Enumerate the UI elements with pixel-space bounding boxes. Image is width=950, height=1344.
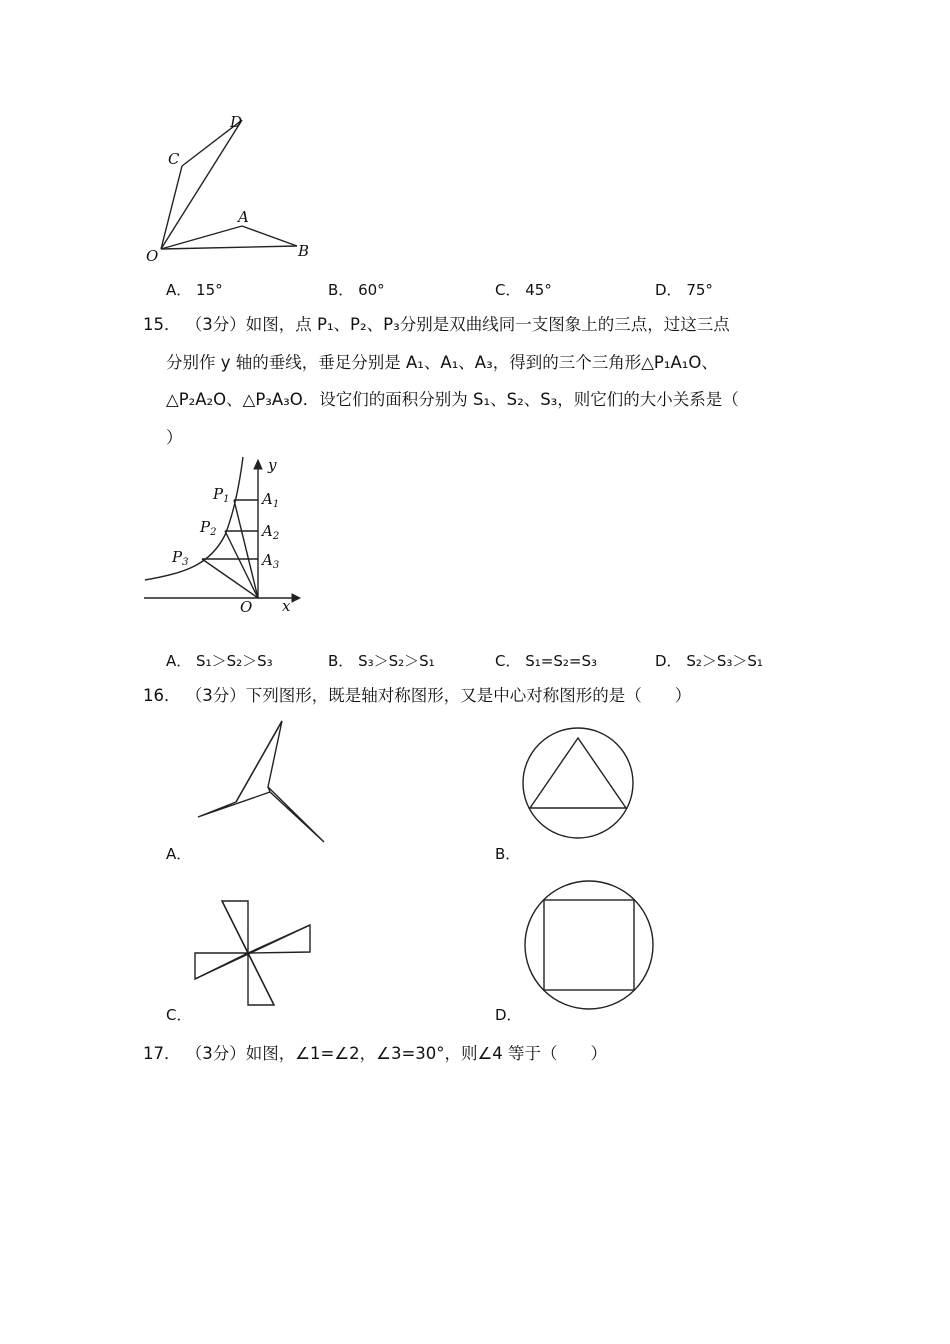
q17-stem: [143, 1043, 607, 1065]
q14-label-b: B: [298, 242, 310, 260]
q15-option-a-text: S₁＞S₂＞S₃: [196, 652, 273, 670]
q15-label-x: x: [282, 597, 291, 615]
q15-option-b-letter: B．: [328, 652, 354, 670]
q15-line1-text: 如图，点 P₁、P₂、P₃分别是双曲线同一支图象上的三点，过这三点: [245, 315, 730, 334]
q14-option-b[interactable]: [328, 279, 385, 300]
q15-option-d[interactable]: [655, 650, 763, 671]
q15-label-a1: [262, 490, 279, 508]
q15-label-a3: [262, 551, 279, 569]
q15-option-a-letter: A．: [166, 652, 192, 670]
q16-figure-b[interactable]: [520, 723, 640, 848]
q15-figure: [140, 455, 310, 615]
q15-score: （3分）: [185, 315, 246, 334]
q14-label-c: C: [168, 150, 180, 168]
q17-score: （3分）: [185, 1044, 246, 1063]
q14-option-c-letter: C．: [495, 281, 521, 299]
q14-option-d-text: 75°: [686, 281, 713, 299]
q17-text: 如图，∠1=∠2，∠3=30°，则∠4 等于（ ）: [245, 1044, 608, 1063]
q15-option-b[interactable]: [328, 650, 435, 671]
q15-number: 15．: [143, 315, 181, 334]
q15-label-a1-sub: 1: [272, 499, 280, 510]
q14-option-b-letter: B．: [328, 281, 354, 299]
q16-option-a[interactable]: A．: [166, 845, 192, 863]
q17-number: 17．: [143, 1044, 181, 1063]
q15-label-a2: [262, 522, 279, 540]
q16-option-c[interactable]: C．: [166, 1006, 192, 1024]
q15-stem-line2: 分别作 y 轴的垂线，垂足分别是 A₁、A₁、A₃，得到的三个三角形△P₁A₁O、: [166, 353, 718, 372]
q15-stem-line4: ）: [166, 428, 183, 447]
q15-label-a3-sub: 3: [272, 560, 280, 571]
q15-option-d-text: S₂＞S₃＞S₁: [686, 652, 763, 670]
q15-stem-line1: [143, 314, 730, 336]
q15-label-p2-letter: P: [200, 518, 211, 536]
q15-label-a3-letter: A: [262, 551, 273, 569]
q14-option-d-letter: D．: [655, 281, 682, 299]
q15-option-c[interactable]: [495, 650, 597, 671]
q15-stem-line3: △P₂A₂O、△P₃A₃O．设它们的面积分别为 S₁、S₂、S₃，则它们的大小关系是（: [166, 390, 739, 409]
q15-option-c-letter: C．: [495, 652, 521, 670]
q15-label-p2: [200, 518, 216, 536]
q14-label-d: D: [230, 113, 243, 131]
q15-option-c-text: S₁=S₂=S₃: [525, 652, 598, 670]
q14-option-a-letter: A．: [166, 281, 192, 299]
q14-option-d[interactable]: [655, 279, 713, 300]
q16-figure-a[interactable]: [190, 715, 340, 850]
q16-text: 下列图形，既是轴对称图形，又是中心对称图形的是（ ）: [245, 686, 692, 705]
q15-label-p2-sub: 2: [210, 527, 217, 538]
q15-label-p1: [213, 485, 229, 503]
q16-number: 16．: [143, 686, 181, 705]
q15-label-p3-letter: P: [172, 548, 183, 566]
q16-figure-c[interactable]: [190, 895, 320, 1013]
q14-option-a-text: 15°: [196, 281, 223, 299]
q16-stem: [143, 685, 691, 707]
q14-option-c-text: 45°: [525, 281, 552, 299]
q16-score: （3分）: [185, 686, 246, 705]
q15-label-p3-sub: 3: [182, 557, 189, 568]
q15-label-p1-sub: 1: [223, 494, 230, 505]
q15-label-a2-letter: A: [262, 522, 273, 540]
q15-label-a1-letter: A: [262, 490, 273, 508]
q14-figure: [140, 110, 320, 270]
q14-option-c[interactable]: [495, 279, 552, 300]
q16-figure-d[interactable]: [520, 875, 660, 1015]
q15-label-y: y: [268, 456, 277, 474]
q15-option-d-letter: D．: [655, 652, 682, 670]
q15-option-b-text: S₃＞S₂＞S₁: [358, 652, 435, 670]
q15-label-p1-letter: P: [213, 485, 224, 503]
q15-label-a2-sub: 2: [272, 531, 280, 542]
q15-option-a[interactable]: [166, 650, 273, 671]
q16-option-d[interactable]: D．: [495, 1006, 522, 1024]
q15-label-p3: [172, 548, 188, 566]
q16-option-b[interactable]: B．: [495, 845, 521, 863]
q14-option-a[interactable]: [166, 279, 223, 300]
q14-label-o: O: [146, 247, 159, 265]
q14-option-b-text: 60°: [358, 281, 385, 299]
q14-label-a: A: [238, 208, 249, 226]
q15-label-o: O: [240, 598, 253, 616]
